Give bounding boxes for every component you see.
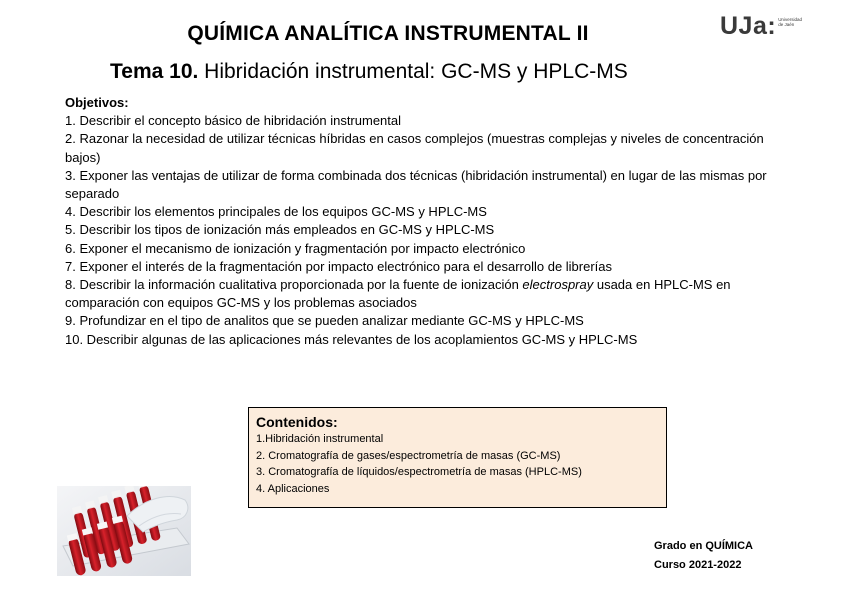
objective-item-8 [65, 276, 800, 312]
test-tubes-photo [57, 486, 191, 576]
objective-item: 1. Describir el concepto básico de hibridación instrumental [65, 113, 402, 129]
objective-item: 10. Describir algunas de las aplicaciones más relevantes de los acoplamientos GC-MS y HPLC-MS [65, 331, 638, 347]
contents-box [248, 407, 667, 508]
objective-item: 5. Describir los tipos de ionización más empleados en GC-MS y HPLC-MS [65, 222, 495, 238]
course-footer [654, 537, 753, 575]
logo-text-line1: Universidad [778, 17, 802, 22]
contents-item: 3. Cromatografía de líquidos/espectrometría de masas (HPLC-MS) [256, 466, 582, 478]
test-tubes-illustration [57, 486, 191, 576]
objective-item: 6. Exponer el mecanismo de ionización y fragmentación por impacto electrónico [65, 240, 526, 256]
objective-item: 9. Profundizar en el tipo de analitos que se pueden analizar mediante GC-MS y HPLC-MS [65, 313, 584, 329]
document-subtitle [110, 60, 628, 84]
degree-label: Grado en QUÍMICA [654, 540, 754, 552]
logo-mark: UJa: [720, 12, 777, 40]
logo-text-line2: de Jaén [778, 22, 795, 27]
document-title: QUÍMICA ANALÍTICA INSTRUMENTAL II [187, 22, 589, 45]
contents-item: 1.Hibridación instrumental [256, 433, 384, 445]
contents-item: 4. Aplicaciones [256, 482, 330, 495]
course-year-label: Curso 2021-2022 [654, 559, 742, 571]
university-logo [720, 14, 802, 39]
contents-item: 2. Cromatografía de gases/espectrometría de masas (GC-MS) [256, 449, 561, 462]
objective-item: 4. Describir los elementos principales de los equipos GC-MS y HPLC-MS [65, 204, 487, 220]
objectives-section [65, 94, 800, 349]
objective-item: 7. Exponer el interés de la fragmentación por impacto electrónico para el desarrollo de librerías [65, 258, 613, 274]
subtitle-topic-number: Tema 10. [110, 60, 199, 83]
subtitle-topic-name: Hibridación instrumental: GC-MS y HPLC-MS [198, 60, 628, 83]
contents-heading: Contenidos: [256, 414, 338, 430]
objective-8-text-start: 8. Describir la información cualitativa proporcionada por la fuente de ionización [65, 277, 523, 293]
objectives-heading: Objetivos: [65, 95, 129, 110]
objective-8-italic-term: electrospray [522, 277, 594, 293]
objective-item: 3. Exponer las ventajas de utilizar de forma combinada dos técnicas (hibridación instrumental) en lugar de las mismas por separado [65, 167, 767, 202]
objective-8-text-end: usada en HPLC-MS en comparación con equipos GC-MS y los problemas asociados [65, 277, 731, 311]
objective-item: 2. Razonar la necesidad de utilizar técnicas híbridas en casos complejos (muestras complejas y niveles de concentración bajos) [65, 131, 764, 165]
logo-text [778, 17, 802, 27]
